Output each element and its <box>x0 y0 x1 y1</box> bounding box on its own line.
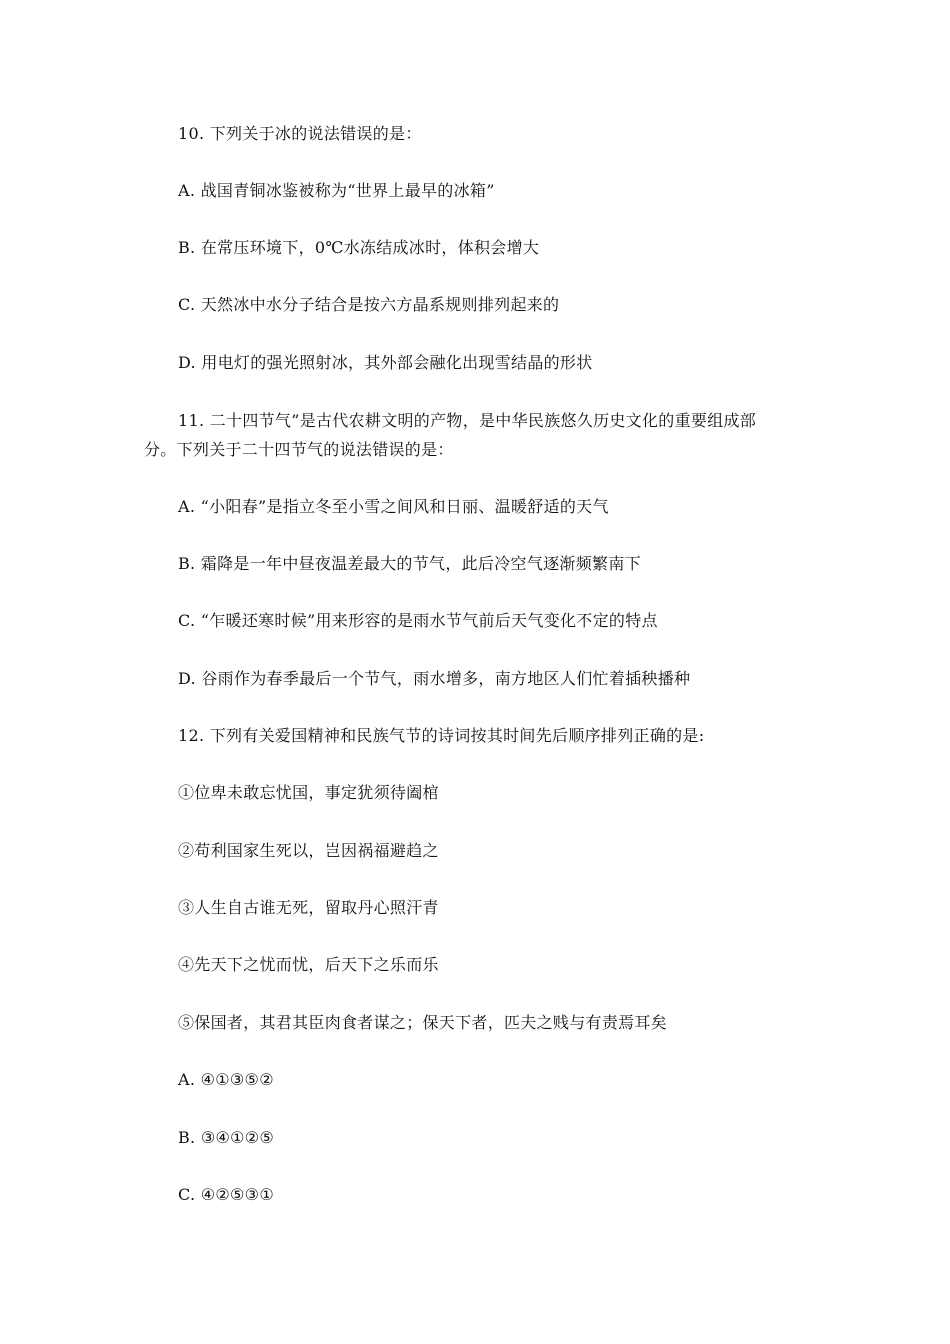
question-11-option-c: C. “乍暖还寒时候”用来形容的是雨水节气前后天气变化不定的特点 <box>178 611 658 630</box>
question-11-stem-line-2: 分。下列关于二十四节气的说法错误的是： <box>144 440 454 459</box>
question-10-option-b: B. 在常压环境下，0℃水冻结成冰时，体积会增大 <box>178 238 540 257</box>
question-12-item-4: ④先天下之忧而忧，后天下之乐而乐 <box>178 955 439 974</box>
question-11-option-b: B. 霜降是一年中昼夜温差最大的节气，此后冷空气逐渐频繁南下 <box>178 554 641 573</box>
question-12-option-c: C. ④②⑤③① <box>178 1185 274 1204</box>
question-11-stem-line-1: 11. 二十四节气”是古代农耕文明的产物，是中华民族悠久历史文化的重要组成部 <box>178 411 757 430</box>
question-12-item-5: ⑤保国者，其君其臣肉食者谋之；保天下者，匹夫之贱与有责焉耳矣 <box>178 1013 668 1032</box>
question-12-item-1: ①位卑未敢忘忧国，事定犹须待阖棺 <box>178 783 439 802</box>
question-10-stem: 10. 下列关于冰的说法错误的是： <box>178 124 422 143</box>
question-10-option-a: A. 战国青铜冰鉴被称为“世界上最早的冰箱” <box>178 181 495 200</box>
question-12-item-3: ③人生自古谁无死，留取丹心照汗青 <box>178 898 439 917</box>
question-11-option-a: A. “小阳春”是指立冬至小雪之间风和日丽、温暖舒适的天气 <box>178 497 609 516</box>
question-11-option-d: D. 谷雨作为春季最后一个节气，雨水增多，南方地区人们忙着插秧播种 <box>178 669 691 688</box>
question-12-option-a: A. ④①③⑤② <box>178 1070 274 1089</box>
question-12-option-b: B. ③④①②⑤ <box>178 1128 275 1147</box>
question-10-option-c: C. 天然冰中水分子结合是按六方晶系规则排列起来的 <box>178 295 560 314</box>
question-12-stem: 12. 下列有关爱国精神和民族气节的诗词按其时间先后顺序排列正确的是: <box>178 726 705 745</box>
question-10-option-d: D. 用电灯的强光照射冰，其外部会融化出现雪结晶的形状 <box>178 353 593 372</box>
question-12-item-2: ②苟利国家生死以，岂因祸福避趋之 <box>178 841 439 860</box>
